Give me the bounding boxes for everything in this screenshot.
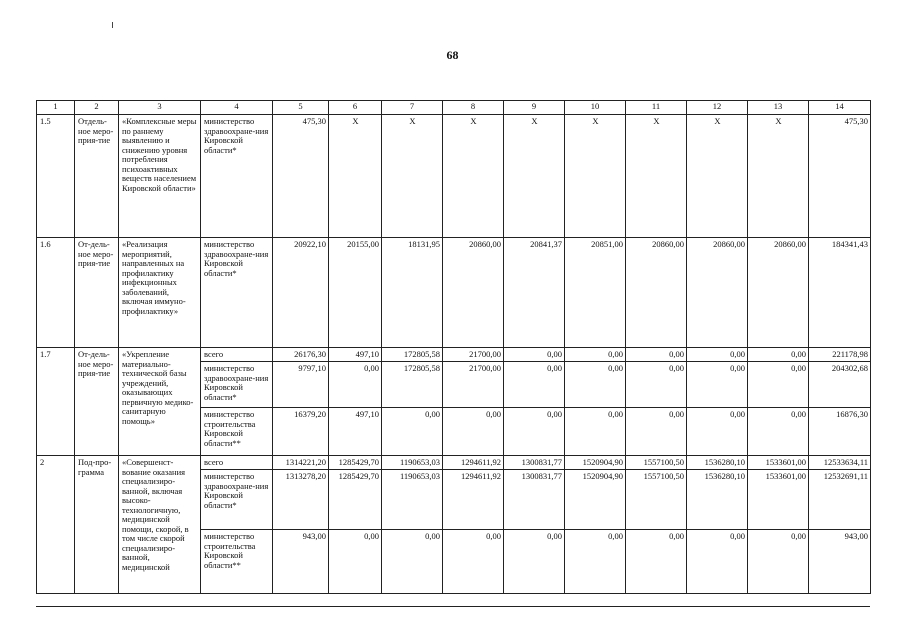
value-cell: 0,00 [687,530,748,594]
row-number: 1.5 [37,115,75,238]
value-cell: 0,00 [687,362,748,408]
value-cell: 497,10 [329,408,382,456]
budget-table [36,100,871,594]
value-cell: 20155,00 [329,238,382,348]
total-cell: 12533634,11 [809,456,871,470]
value-cell: 0,00 [382,408,443,456]
total-cell: 16876,30 [809,408,871,456]
row-executor: министерство здравоохране-ния Кировской области* [201,238,273,348]
value-cell: 1533601,00 [748,470,809,530]
value-cell: 1520904,90 [565,470,626,530]
value-cell: X [687,115,748,238]
value-cell: 18131,95 [382,238,443,348]
value-cell: X [329,115,382,238]
row-type: От-дель-ное меро-прия-тие [75,238,119,348]
value-cell: 1190653,03 [382,456,443,470]
row-type: Отдель-ное меро-прия-тие [75,115,119,238]
value-cell: 0,00 [443,530,504,594]
col-header-11: 11 [626,101,687,115]
value-cell: 1520904,90 [565,456,626,470]
value-cell: 172805,58 [382,348,443,362]
value-cell: 1285429,70 [329,456,382,470]
value-cell: 0,00 [504,530,565,594]
total-cell: 204302,68 [809,362,871,408]
total-cell: 475,30 [809,115,871,238]
row-title: «Совершенст-вование оказания специализиро-ванной, включая высоко-технологичную, медицинской помощи, скорой, в том числе скорой специализиро-ванной, медицинской [119,456,201,594]
value-cell: 1314221,20 [273,456,329,470]
value-cell: 0,00 [748,348,809,362]
value-cell: 0,00 [329,362,382,408]
value-cell: 1557100,50 [626,456,687,470]
row-number: 1.7 [37,348,75,456]
value-cell: 0,00 [565,348,626,362]
value-cell: 21700,00 [443,348,504,362]
page-number: 68 [446,48,459,62]
col-header-7: 7 [382,101,443,115]
col-header-13: 13 [748,101,809,115]
row-title: «Комплексные меры по раннему выявлению и снижению уровня потребления психоактивных веществ населением Кировской области» [119,115,201,238]
value-cell: 0,00 [748,362,809,408]
col-header-5: 5 [273,101,329,115]
value-cell: 0,00 [626,408,687,456]
value-cell: 20860,00 [626,238,687,348]
col-header-14: 14 [809,101,871,115]
value-cell: 0,00 [382,530,443,594]
value-cell: 0,00 [443,408,504,456]
value-cell: 1190653,03 [382,470,443,530]
value-cell: X [626,115,687,238]
value-cell: 0,00 [565,362,626,408]
table-row-1-7-total [37,348,871,362]
value-cell: 20922,10 [273,238,329,348]
row-executor: всего [201,456,273,470]
page-bottom-border [36,606,870,607]
value-cell: 1533601,00 [748,456,809,470]
col-header-2: 2 [75,101,119,115]
col-header-1: 1 [37,101,75,115]
table-row-1-6 [37,238,871,348]
value-cell: 1536280,10 [687,456,748,470]
value-cell: 26176,30 [273,348,329,362]
value-cell: 1536280,10 [687,470,748,530]
scan-mark [112,22,113,28]
value-cell: 1294611,92 [443,456,504,470]
value-cell: 1300831,77 [504,456,565,470]
value-cell: 20860,00 [687,238,748,348]
row-executor: министерство строительства Кировской области** [201,408,273,456]
col-header-10: 10 [565,101,626,115]
value-cell: 1300831,77 [504,470,565,530]
value-cell: 0,00 [504,348,565,362]
value-cell: 1285429,70 [329,470,382,530]
total-cell: 221178,98 [809,348,871,362]
value-cell: X [748,115,809,238]
value-cell: 0,00 [748,408,809,456]
value-cell: X [565,115,626,238]
value-cell: 20860,00 [748,238,809,348]
value-cell: X [443,115,504,238]
value-cell: 0,00 [748,530,809,594]
col-header-3: 3 [119,101,201,115]
value-cell: 21700,00 [443,362,504,408]
column-number-header-row [37,101,871,115]
row-executor: министерство здравоохране-ния Кировской области* [201,362,273,408]
value-cell: 475,30 [273,115,329,238]
value-cell: 0,00 [504,408,565,456]
value-cell: 497,10 [329,348,382,362]
col-header-4: 4 [201,101,273,115]
row-executor: всего [201,348,273,362]
value-cell: 0,00 [626,348,687,362]
value-cell: 0,00 [504,362,565,408]
row-executor: министерство здравоохране-ния Кировской области* [201,470,273,530]
value-cell: 1313278,20 [273,470,329,530]
value-cell: X [504,115,565,238]
value-cell: 1294611,92 [443,470,504,530]
row-type: Под-про-грамма [75,456,119,594]
total-cell: 12532691,11 [809,470,871,530]
value-cell: 20851,00 [565,238,626,348]
value-cell: 1557100,50 [626,470,687,530]
col-header-9: 9 [504,101,565,115]
row-number: 1.6 [37,238,75,348]
total-cell: 184341,43 [809,238,871,348]
col-header-6: 6 [329,101,382,115]
row-executor: министерство строительства Кировской области** [201,530,273,594]
value-cell: 0,00 [565,530,626,594]
row-title: «Реализация мероприятий, направленных на профилактику инфекционных заболеваний, включая иммуно-профилактику» [119,238,201,348]
row-type: От-дель-ное меро-прия-тие [75,348,119,456]
value-cell: 943,00 [273,530,329,594]
value-cell: 9797,10 [273,362,329,408]
value-cell: 0,00 [626,530,687,594]
value-cell: 20841,37 [504,238,565,348]
row-executor: министерство здравоохране-ния Кировской области* [201,115,273,238]
value-cell: 0,00 [687,408,748,456]
value-cell: 0,00 [626,362,687,408]
value-cell: X [382,115,443,238]
row-number: 2 [37,456,75,594]
value-cell: 20860,00 [443,238,504,348]
value-cell: 172805,58 [382,362,443,408]
col-header-8: 8 [443,101,504,115]
table-row-2-total [37,456,871,470]
value-cell: 0,00 [687,348,748,362]
table-row-1-5 [37,115,871,238]
value-cell: 16379,20 [273,408,329,456]
value-cell: 0,00 [565,408,626,456]
total-cell: 943,00 [809,530,871,594]
row-title: «Укрепление материально-технической базы учреждений, оказывающих первичную медико-санитарную помощь» [119,348,201,456]
value-cell: 0,00 [329,530,382,594]
col-header-12: 12 [687,101,748,115]
